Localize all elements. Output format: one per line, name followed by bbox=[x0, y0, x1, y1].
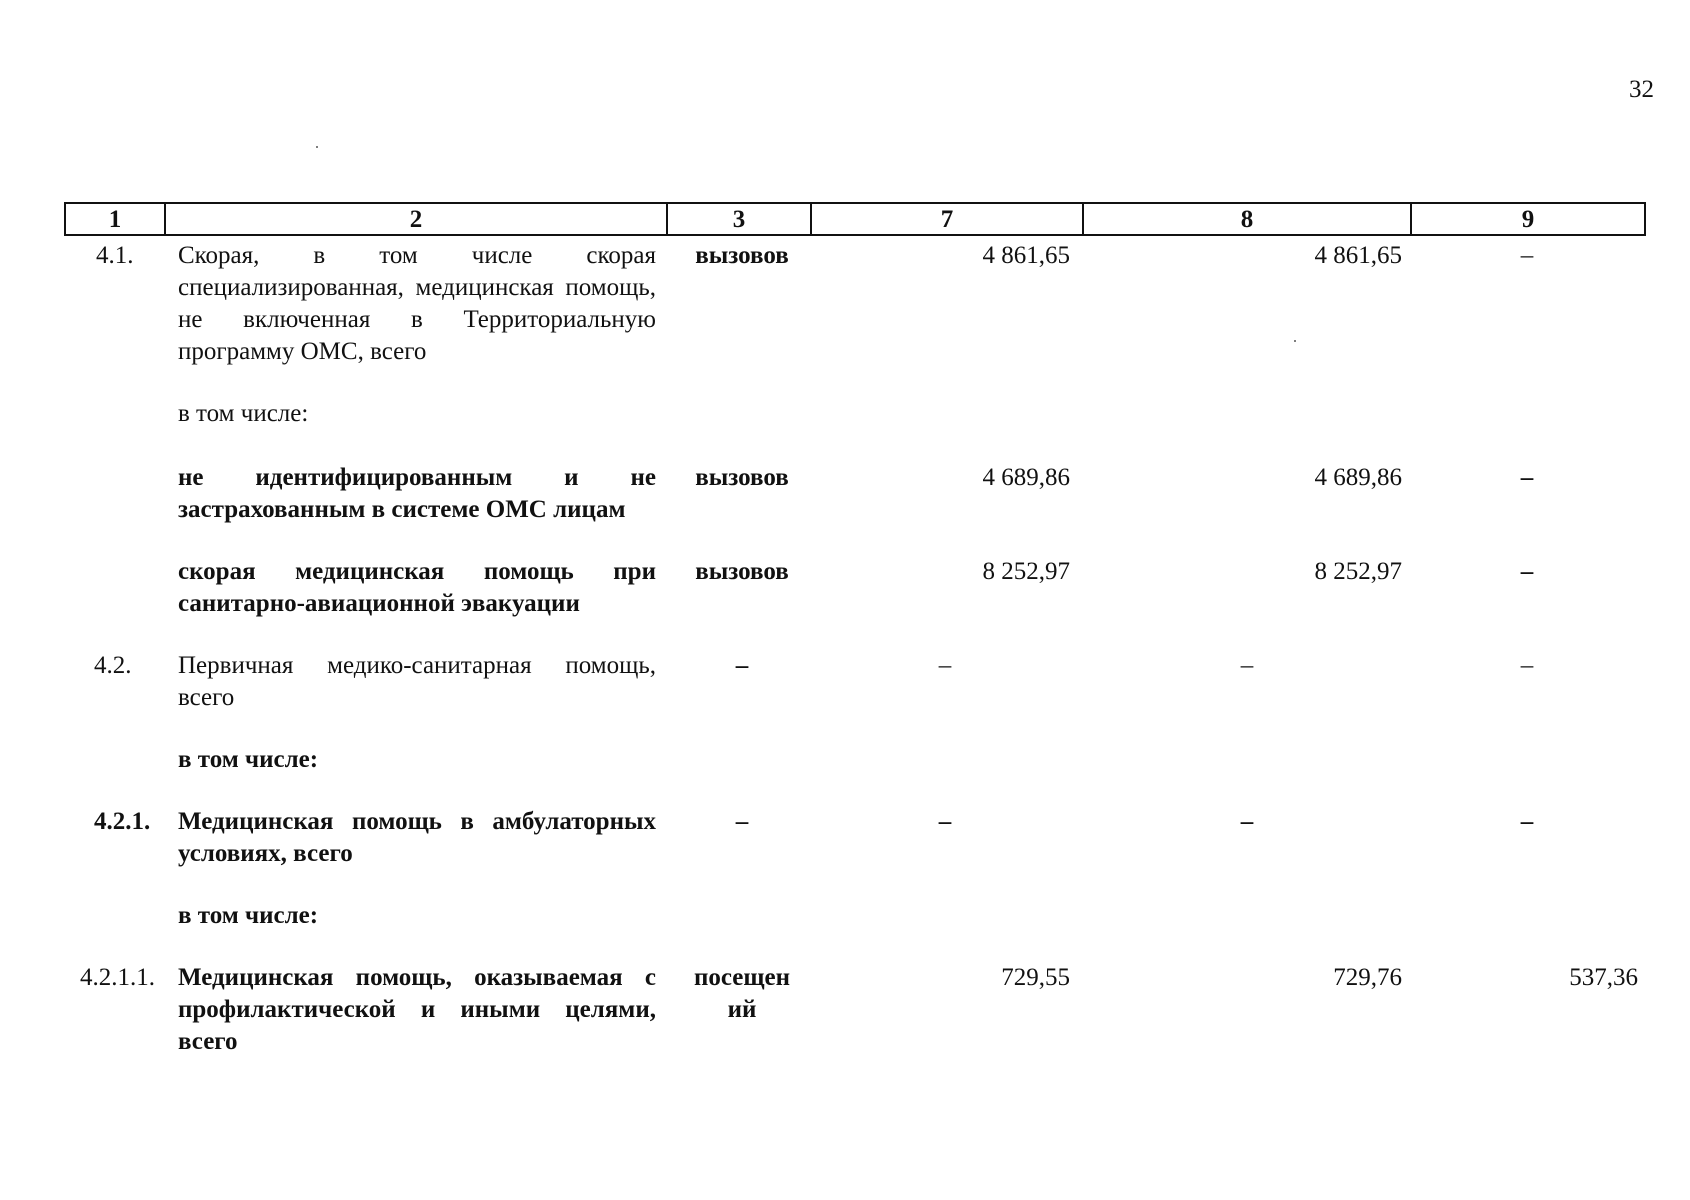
scan-speck bbox=[1294, 340, 1296, 342]
row-value-col7: 4 861,65 bbox=[982, 242, 1070, 269]
row-value-col8: 8 252,97 bbox=[1314, 558, 1402, 585]
row-description: в том числе: bbox=[178, 746, 319, 773]
table-header-row bbox=[64, 202, 1646, 236]
row-number: 4.1. bbox=[96, 242, 134, 269]
row-value-col7: – bbox=[938, 652, 952, 679]
row-description: в том числе: bbox=[178, 400, 309, 427]
row-description: в том числе: bbox=[178, 902, 319, 929]
row-value-col8: – bbox=[1240, 652, 1254, 679]
row-value-col7: 4 689,86 bbox=[982, 464, 1070, 491]
row-description: Медицинская помощь в амбулаторных условиях, всего bbox=[178, 808, 656, 867]
row-unit: вызовов bbox=[695, 558, 789, 585]
row-value-col9: – bbox=[1520, 464, 1534, 491]
row-value-col8: 4 861,65 bbox=[1314, 242, 1402, 269]
header-cell-col9: 9 bbox=[1521, 206, 1535, 233]
row-number: 4.2. bbox=[94, 652, 132, 679]
header-cell-col8: 8 bbox=[1084, 204, 1412, 234]
row-unit: вызовов bbox=[695, 464, 789, 491]
header-cell-col1: 1 bbox=[66, 204, 166, 234]
row-value-col7: – bbox=[938, 808, 952, 835]
scan-speck bbox=[316, 146, 318, 148]
row-value-col9: – bbox=[1520, 558, 1534, 585]
row-unit: вызовов bbox=[695, 242, 789, 269]
row-number: 4.2.1. bbox=[94, 808, 151, 835]
page-number: 32 bbox=[1629, 76, 1654, 103]
row-value-col9: 537,36 bbox=[1569, 964, 1638, 991]
row-value-col8: 729,76 bbox=[1333, 964, 1402, 991]
row-description: не идентифицированным и не застрахованным в системе ОМС лицам bbox=[178, 464, 656, 523]
row-unit: – bbox=[735, 652, 749, 679]
row-value-col8: – bbox=[1240, 808, 1254, 835]
row-unit: – bbox=[735, 808, 749, 835]
row-unit: посещений bbox=[694, 964, 791, 1023]
header-cell-col7: 7 bbox=[812, 204, 1084, 234]
row-value-col7: 729,55 bbox=[1001, 964, 1070, 991]
row-value-col9: – bbox=[1520, 242, 1534, 269]
row-description: скорая медицинская помощь при санитарно-авиационной эвакуации bbox=[178, 558, 656, 617]
row-description: Медицинская помощь, оказываемая с профилактической и иными целями, всего bbox=[178, 964, 656, 1055]
row-value-col7: 8 252,97 bbox=[982, 558, 1070, 585]
row-value-col9: – bbox=[1520, 808, 1534, 835]
row-number: 4.2.1.1. bbox=[80, 964, 155, 991]
row-value-col9: – bbox=[1520, 652, 1534, 679]
row-description: Первичная медико-санитарная помощь, всего bbox=[178, 652, 656, 711]
row-value-col8: 4 689,86 bbox=[1314, 464, 1402, 491]
header-cell-col3: 3 bbox=[668, 204, 812, 234]
row-description: Скорая, в том числе скорая специализированная, медицинская помощь, не включенная в Территориальную программу ОМС, всего bbox=[178, 242, 656, 365]
header-cell-col2: 2 bbox=[166, 204, 668, 234]
